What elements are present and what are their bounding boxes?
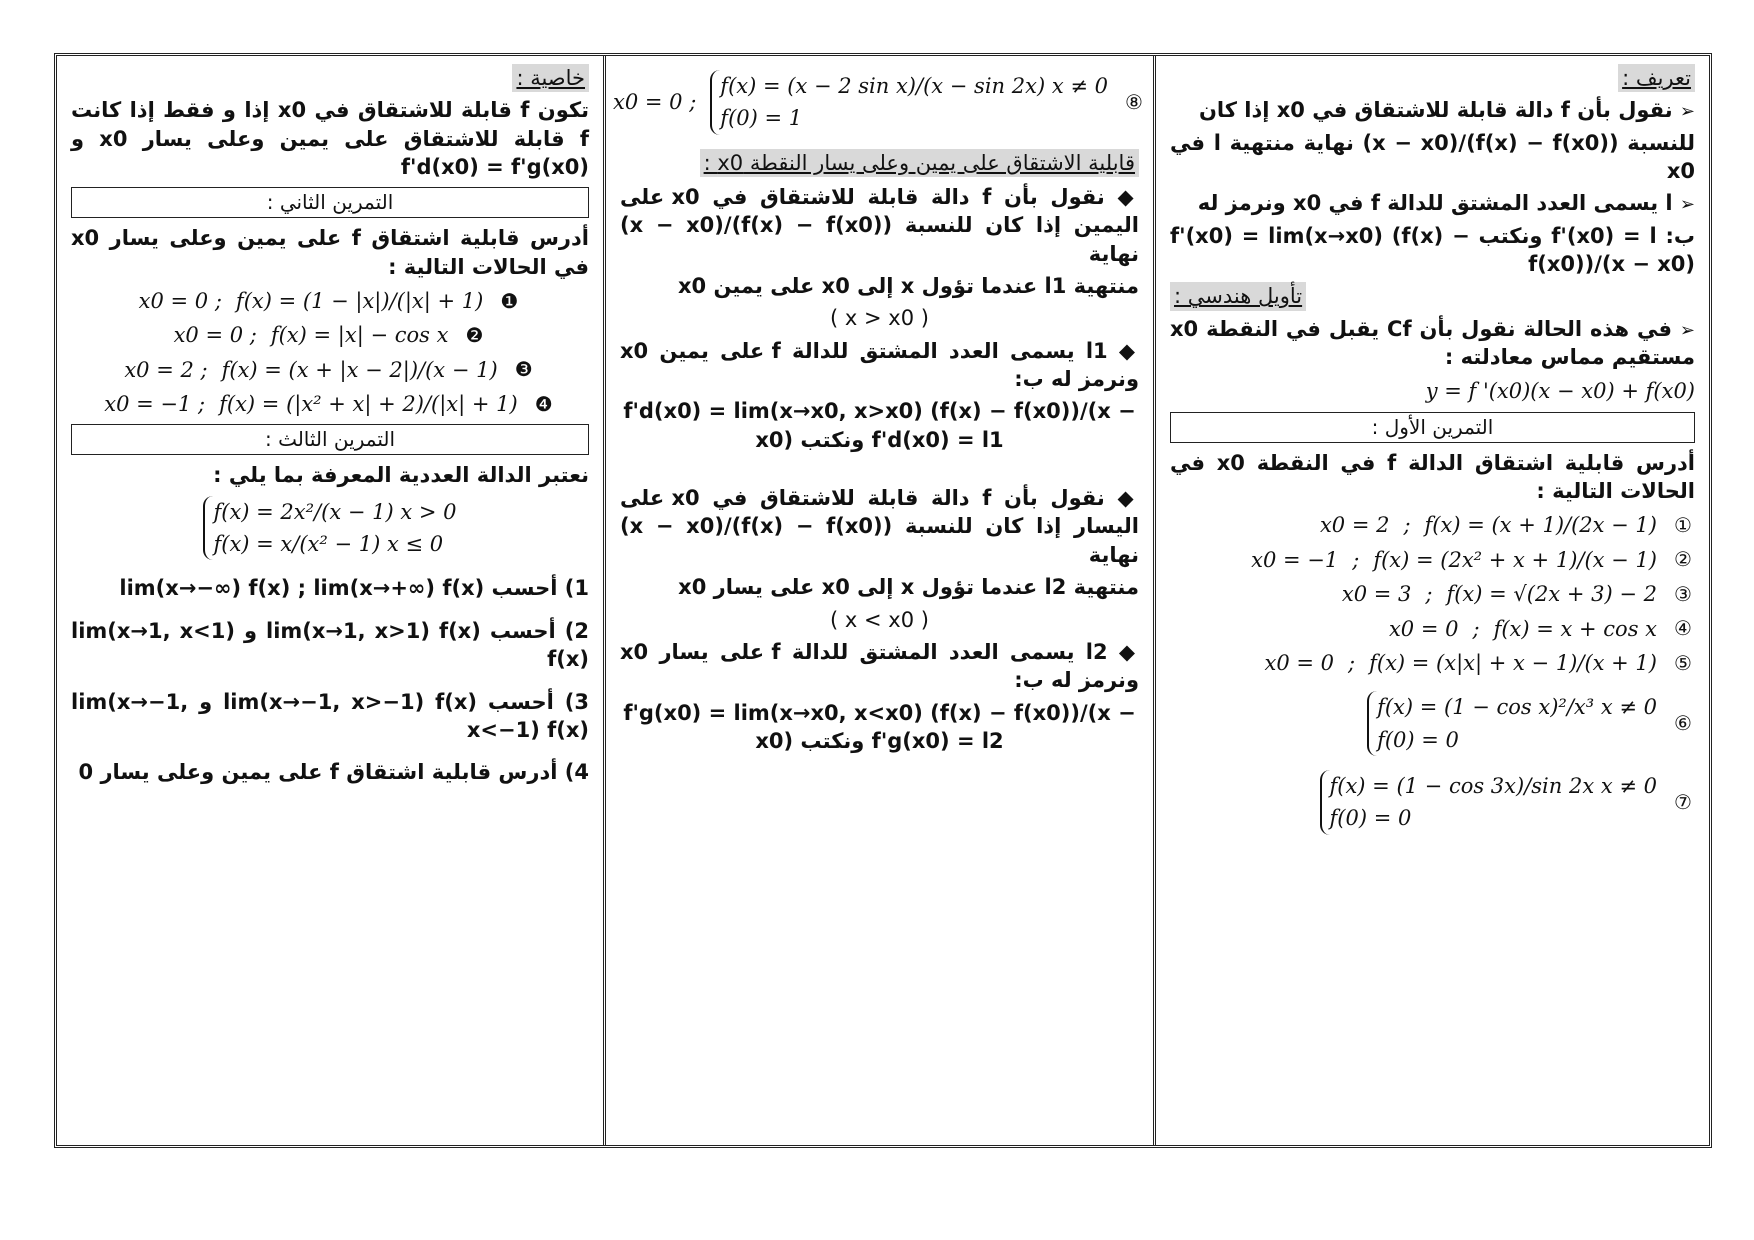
column-definition: [1156, 56, 1709, 1145]
exercise-1-intro: أدرس قابلية اشتقاق الدالة f في النقطة x0 في الحالات التالية :: [1170, 450, 1696, 504]
ex2-item-2: x0 = 0 ; f(x) = |x| − cos x ❷: [173, 323, 484, 348]
question-1: 1) أحسب lim(x→−∞) f(x) ; lim(x→+∞) f(x): [119, 576, 589, 601]
question-4: 4) أدرس قابلية اشتقاق f على يمين وعلى يسار 0: [78, 760, 589, 785]
question-2: 2) أحسب lim(x→1, x>1) f(x) و lim(x→1, x<1) f(x): [71, 618, 589, 672]
left-derivative-line-2: منتهية l2 عندما تؤول x إلى x0 على يسار x0: [678, 575, 1139, 600]
item-8: x0 = 0 ; f(x) = (x − 2 sin x)/(x − sin 2x) x ≠ 0 f(0) = 1 ⑧: [620, 70, 1139, 135]
ex1-item-3: x0 = 3 ; f(x) = √(2x + 3) − 2 ③: [1341, 581, 1692, 607]
definition-line-1: ➢ نقول بأن f دالة قابلة للاشتقاق في x0 إذا كان: [1198, 98, 1695, 123]
ex1-item-4: x0 = 0 ; f(x) = x + cos x ④: [1388, 616, 1692, 641]
definition-line-3: ➢ l يسمى العدد المشتق للدالة f في x0 ونرمز له: [1197, 191, 1695, 216]
ex1-item-7: f(x) = (1 − cos 3x)/sin 2x x ≠ 0 f(0) = 0 ⑦: [1170, 770, 1695, 835]
ex1-item-6: f(x) = (1 − cos x)²/x³ x ≠ 0 f(0) = 0 ⑥: [1170, 691, 1695, 756]
right-derivative-line-3: ◆ l1 يسمى العدد المشتق للدالة f على يمين x0 ونرمز له ب:: [620, 338, 1140, 392]
left-derivative-formula: f'g(x0) = lim(x→x0, x<x0) (f(x) − f(x0))/(x − x0) ونكتب f'g(x0) = l2: [623, 700, 1136, 753]
definition-line-2: للنسبة (f(x) − f(x0))/(x − x0) نهاية منتهية l في x0: [1170, 130, 1696, 184]
ex1-item-5: x0 = 0 ; f(x) = (x|x| + x − 1)/(x + 1) ⑤: [1264, 650, 1692, 675]
exercise-1-title: التمرين الأول :: [1170, 412, 1695, 443]
one-sided-title: قابلية الاشتقاق على يمين وعلى يسار النقطة x0 :: [700, 149, 1139, 177]
exercise-sheet: [54, 53, 1712, 1148]
right-derivative-formula: f'd(x0) = lim(x→x0, x>x0) (f(x) − f(x0))/(x − x0) ونكتب f'd(x0) = l1: [623, 399, 1136, 452]
property-title: خاصية :: [512, 64, 589, 92]
property-line: تكون f قابلة للاشتقاق في x0 إذا و فقط إذا كانت f قابلة للاشتقاق على يمين وعلى يسار x0 و f'd(x0) = f'g(x0): [71, 98, 589, 180]
exercise-3-intro: نعتبر الدالة العددية المعرفة بما يلي :: [213, 463, 589, 488]
left-condition: ( x < x0 ): [830, 607, 929, 632]
left-derivative-line-3: ◆ l2 يسمى العدد المشتق للدالة f على يسار x0 ونرمز له ب:: [620, 639, 1139, 693]
right-derivative-line-1: ◆ نقول بأن f دالة قابلة للاشتقاق في x0 على اليمين إذا كان للنسبة (f(x) − f(x0))/(x − x0) نهاية: [620, 185, 1140, 266]
right-derivative-line-2: منتهية l1 عندما تؤول x إلى x0 على يمين x0: [677, 274, 1139, 299]
geometric-title: تأويل هندسي :: [1170, 282, 1306, 310]
left-derivative-line-1: ◆ نقول بأن f دالة قابلة للاشتقاق في x0 على اليسار إذا كان للنسبة (f(x) − f(x0))/(x − x0) نهاية: [620, 486, 1139, 567]
geometric-line: ➢ في هذه الحالة نقول بأن Cf يقبل في النقطة x0 مستقيم مماس معادلته :: [1170, 316, 1695, 370]
exercise-2-title: التمرين الثاني :: [71, 187, 589, 218]
column-one-sided: [603, 56, 1156, 1145]
right-condition: ( x > x0 ): [830, 306, 929, 331]
definition-line-4: ب: f'(x0) = l ونكتب f'(x0) = lim(x→x0) (f(x) − f(x0))/(x − x0): [1170, 223, 1696, 277]
exercise-2-intro: أدرس قابلية اشتقاق f على يمين وعلى يسار x0 في الحالات التالية :: [71, 226, 589, 279]
ex2-item-3: x0 = 2 ; f(x) = (x + |x − 2|)/(x − 1) ❸: [124, 357, 533, 382]
column-exercises: [57, 56, 603, 1145]
tangent-equation: y = f '(x0)(x − x0) + f(x0): [1425, 379, 1695, 404]
ex1-item-2: x0 = −1 ; f(x) = (2x² + x + 1)/(x − 1) ②: [1251, 547, 1692, 572]
ex1-item-1: x0 = 2 ; f(x) = (x + 1)/(2x − 1) ①: [1319, 513, 1692, 538]
exercise-3-title: التمرين الثالث :: [71, 424, 589, 455]
question-3: 3) أحسب lim(x→−1, x>−1) f(x) و lim(x→−1, x<−1) f(x): [71, 689, 589, 742]
ex2-item-4: x0 = −1 ; f(x) = (|x² + x| + 2)/(|x| + 1) ❹: [104, 391, 553, 417]
ex3-system: f(x) = 2x²/(x − 1) x > 0 f(x) = x/(x² − 1) x ≤ 0: [71, 496, 589, 561]
definition-title: تعريف :: [1618, 64, 1695, 92]
ex2-item-1: x0 = 0 ; f(x) = (1 − |x|)/(|x| + 1) ❶: [138, 288, 519, 314]
